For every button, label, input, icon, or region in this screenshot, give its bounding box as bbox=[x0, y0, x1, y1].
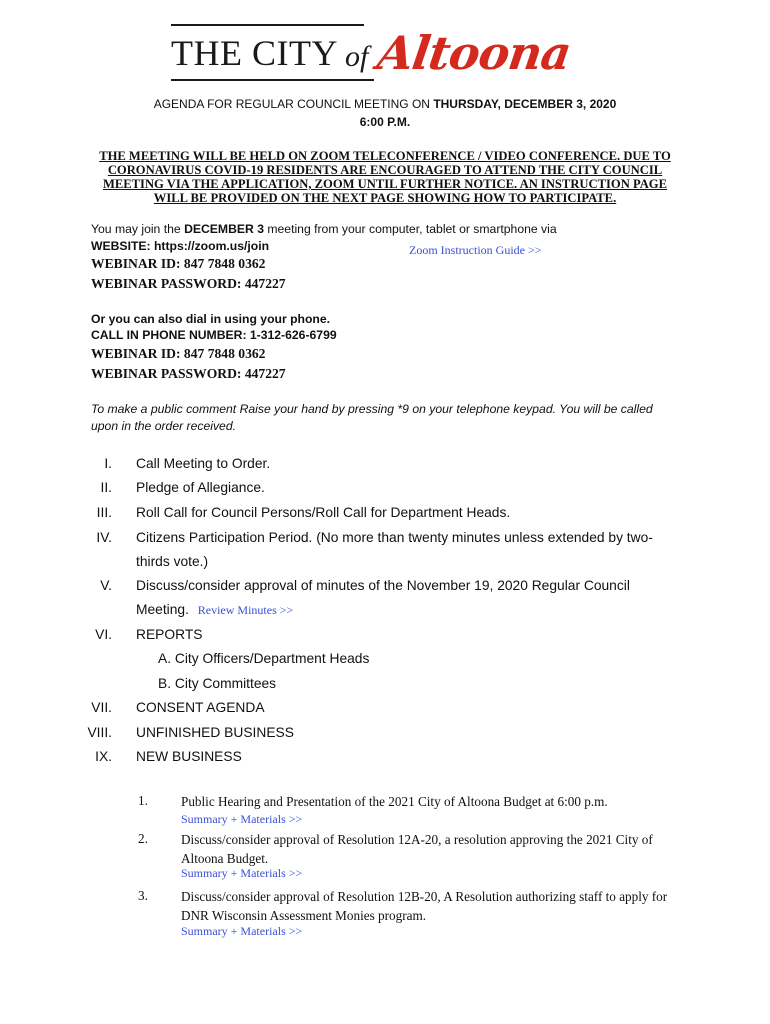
phone-webinar-password: WEBINAR PASSWORD: 447227 bbox=[91, 366, 286, 381]
logo-rule-top bbox=[171, 24, 364, 26]
agenda-num-ii: II. bbox=[100, 480, 112, 495]
logo-city-name: Altoona bbox=[374, 26, 574, 80]
agenda-item-vi: REPORTS bbox=[136, 627, 203, 642]
summary-materials-link-2[interactable]: Summary + Materials >> bbox=[181, 866, 303, 880]
agenda-num-ix: IX. bbox=[95, 749, 112, 764]
summary-materials-link-3[interactable]: Summary + Materials >> bbox=[181, 924, 303, 938]
agenda-item-vii: CONSENT AGENDA bbox=[136, 700, 265, 715]
agenda-num-iv: IV. bbox=[96, 530, 112, 545]
new-business-item-1: Public Hearing and Presentation of the 2021 City of Altoona Budget at 6:00 p.m. bbox=[181, 794, 608, 809]
agenda-item-v-line2: Meeting. Review Minutes >> bbox=[136, 602, 294, 617]
new-business-item-2: Discuss/consider approval of Resolution 12A-20, a resolution approving the 2021 City of Altoona Budget. bbox=[181, 832, 653, 866]
website-line: WEBSITE: https://zoom.us/join bbox=[91, 239, 270, 253]
new-business-item-3: Discuss/consider approval of Resolution 12B-20, A Resolution authorizing staff to apply for DNR Wisconsin Assessment Monies program. bbox=[181, 889, 668, 923]
webinar-password: WEBINAR PASSWORD: 447227 bbox=[91, 276, 286, 291]
reports-sub-a: A. City Officers/Department Heads bbox=[158, 651, 370, 666]
agenda-num-iii: III. bbox=[96, 505, 112, 520]
webinar-id: WEBINAR ID: 847 7848 0362 bbox=[91, 256, 266, 271]
review-minutes-link[interactable]: Review Minutes >> bbox=[197, 603, 294, 617]
agenda-num-vii: VII. bbox=[91, 700, 112, 715]
zoom-instruction-guide-link[interactable]: Zoom Instruction Guide >> bbox=[409, 243, 542, 257]
agenda-num-viii: VIII. bbox=[87, 725, 112, 740]
phone-webinar-id: WEBINAR ID: 847 7848 0362 bbox=[91, 346, 266, 361]
agenda-item-ix: NEW BUSINESS bbox=[136, 749, 242, 764]
phone-intro: Or you can also dial in using your phone. bbox=[91, 312, 331, 326]
agenda-title: AGENDA FOR REGULAR COUNCIL MEETING ON THURSDAY, DECEMBER 3, 2020 bbox=[153, 97, 617, 111]
logo-prefix: THE CITY bbox=[171, 33, 338, 73]
reports-sub-b: B. City Committees bbox=[158, 676, 277, 691]
agenda-item-ii: Pledge of Allegiance. bbox=[136, 480, 265, 495]
agenda-item-iv-line2: thirds vote.) bbox=[136, 554, 209, 569]
summary-materials-link-1[interactable]: Summary + Materials >> bbox=[181, 812, 303, 826]
agenda-num-i: I. bbox=[104, 456, 112, 471]
logo-of: of bbox=[345, 40, 369, 73]
agenda-num-vi: VI. bbox=[95, 627, 112, 642]
join-intro: You may join the DECEMBER 3 meeting from your computer, tablet or smartphone via bbox=[91, 222, 557, 236]
meeting-time: 6:00 P.M. bbox=[359, 115, 411, 129]
agenda-item-viii: UNFINISHED BUSINESS bbox=[136, 725, 294, 740]
logo-rule-bottom bbox=[171, 79, 374, 81]
new-business-num-3: 3. bbox=[138, 888, 148, 903]
new-business-num-2: 2. bbox=[138, 831, 148, 846]
zoom-notice: THE MEETING WILL BE HELD ON ZOOM TELECONFERENCE / VIDEO CONFERENCE. DUE TO CORONAVIRUS COVID-19 RESIDENTS ARE ENCOURAGED TO ATTEND THE CITY COUNCIL MEETING VIA THE APPLICATION, ZOOM UNTIL FURTHER NOTICE. AN INSTRUCTION PAGE WILL BE PROVIDED ON THE NEXT PAGE SHOWING HOW TO PARTICIPATE. bbox=[99, 149, 671, 205]
agenda-item-i: Call Meeting to Order. bbox=[136, 456, 271, 471]
new-business-num-1: 1. bbox=[138, 793, 148, 808]
public-comment-note: To make a public comment Raise your hand by pressing *9 on your telephone keypad. You will be called upon in the order received. bbox=[91, 402, 653, 433]
agenda-item-iii: Roll Call for Council Persons/Roll Call for Department Heads. bbox=[136, 505, 511, 520]
agenda-item-v-line1: Discuss/consider approval of minutes of the November 19, 2020 Regular Council bbox=[136, 578, 630, 593]
agenda-num-v: V. bbox=[100, 578, 112, 593]
agenda-item-iv-line1: Citizens Participation Period. (No more than twenty minutes unless extended by two- bbox=[136, 530, 653, 545]
phone-number: CALL IN PHONE NUMBER: 1-312-626-6799 bbox=[91, 328, 337, 342]
